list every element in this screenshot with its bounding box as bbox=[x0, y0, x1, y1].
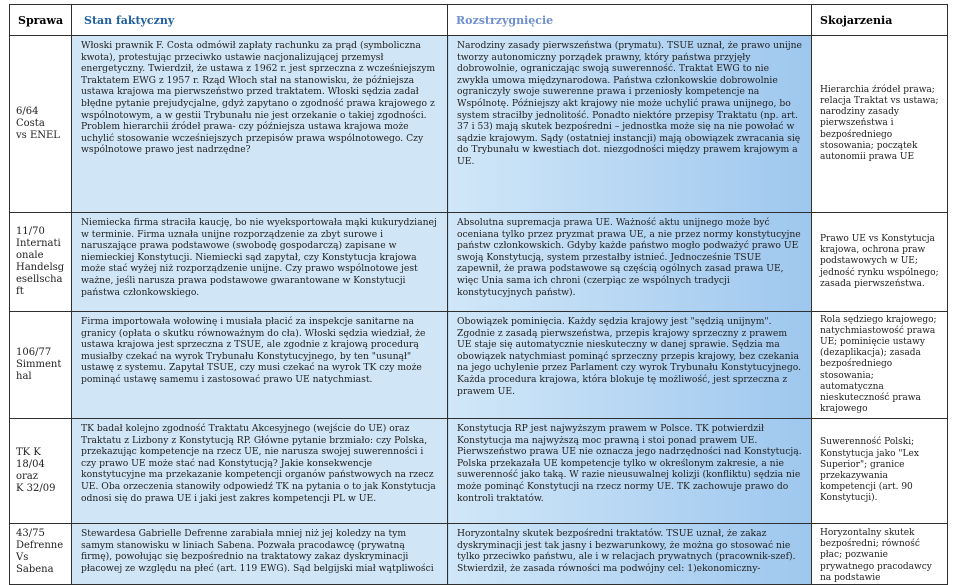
header-associations: Skojarzenia bbox=[812, 5, 948, 36]
associations-cell bbox=[812, 312, 948, 419]
decision-text: Horyzontalny skutek bezpośredni traktatów. TSUE uznał, że zakaz dyskryminacji jest tak jasny i bezwarunkowy, że można go stosować nie tylko przeciwko państwu, ale i w relacjach prywatnych (pracownik-szef). Stwierdził, że zasada równości ma podwójny cel: 1)ekonomiczny- bbox=[457, 528, 796, 574]
facts-cell bbox=[72, 36, 448, 213]
facts-text: Niemiecka firma straciła kaucję, bo nie wyeksportowała mąki kukurydzianej w terminie. Firma uznała unijne rozporządzenie za zbyt surowe i naruszające prawa podstawowe (swobodę gospodarczą) zapisane w niemieckiej Konstytucji. Niemiecki sąd zapytał, czy Konstytucja krajowa może stać wyżej niż rozporządzenie unijne. Czy prawo wspólnotowe jest ważne, jeśli narusza prawa podstawowe gwarantowane w Konstytucji państwa członkowskiego. bbox=[81, 217, 437, 298]
document-page bbox=[0, 4, 960, 583]
case-label: 11/70 Internati onale Handelsg esellscha ft bbox=[16, 226, 65, 297]
decision-cell bbox=[448, 419, 812, 524]
case-cell bbox=[10, 36, 72, 213]
case-label: 106/77 Simment hal bbox=[16, 347, 62, 382]
facts-text: Firma importowała wołowinę i musiała płacić za inspekcje sanitarne na granicy (opłata o skutku równoważnym do cła). Włoski sędzia wiedział, że ustawa krajowa jest sprzeczna z TSUE, ale zgodnie z krajową procedurą musiałby czekać na wyrok Trybunału Konstytucyjnego, by ten "usunął" ustawę z systemu. Zapytał TSUE, czy musi czekać na wyrok TK czy może pominąć ustawę samemu i zastosować prawo UE natychmiast. bbox=[81, 316, 426, 385]
decision-text: Konstytucja RP jest najwyższym prawem w Polsce. TK potwierdził Konstytucja ma najwyższą moc prawną i stoi ponad prawem UE. Pierwszeństwo prawa UE nie oznacza jego nadrzędności nad Konstytucją. Polska przekazała UE kompetencje tylko w określonym zakresie, a nie suwerenność jako taką. W razie nieusuwalnej kolizji (konfliktu) sędzia nie może pominąć Konstytucji na rzecz normy UE. TK zachowuje prawo do kontroli traktatów. bbox=[457, 423, 802, 504]
table-row bbox=[10, 312, 948, 419]
decision-text: Absolutna supremacja prawa UE. Ważność aktu unijnego może być oceniana tylko przez pryzmat prawa UE, a nie przez normy konstytucyjne państw członkowskich. Gdyby każde państwo mogło podważyć prawo UE swoją Konstytucją, system przestałby istnieć. Jednocześnie TSUE zapewnił, że prawa podstawowe są częścią ogólnych zasad prawa UE, więc Unia sama ich chroni (czerpiąc ze wspólnych tradycji konstytucyjnych państw). bbox=[457, 217, 801, 298]
facts-text: TK badał kolejno zgodność Traktatu Akcesyjnego (wejście do UE) oraz Traktatu z Lizbony z Konstytucją RP. Główne pytanie brzmiało: czy Polska, przekazując kompetencje na rzecz UE, nie narusza swojej suwerenności i czy prawo UE może stać nad Konstytucją? Jakie konsekwencje konstytucyjne ma przekazanie kompetencji organów państwowych na rzecz UE. Oba orzeczenia stanowiły odpowiedź TK na pytania o to jak Konstytucja odnosi się do prawa UE i jaki jest zakres kompetencji PL w UE. bbox=[81, 423, 436, 504]
associations-cell bbox=[812, 36, 948, 213]
facts-text: Stewardesa Gabrielle Defrenne zarabiała mniej niż jej koledzy na tym samym stanowisku w liniach Sabena. Pozwała pracodawcę (prywatną firmę), powołując się bezpośrednio na traktatowy zakaz dyskryminacji płacowej ze względu na płeć (art. 119 EWG). Sąd belgijski miał wątpliwości bbox=[81, 528, 434, 574]
header-facts: Stan faktyczny bbox=[72, 5, 448, 36]
table-row bbox=[10, 36, 948, 213]
facts-text: Włoski prawnik F. Costa odmówił zapłaty rachunku za prąd (symboliczna kwota), protestując przeciwko ustawie nacjonalizującej przemysł energetyczny. Twierdził, że ustawa z 1962 r. jest sprzeczna z wcześniejszym Traktatem EWG z 1957 r. Rząd Włoch stał na stanowisku, że późniejsza ustawa krajowa ma pierwszeństwo przed traktatem. Włoski sędzia zadał błędne pytanie prejudycjalne, gdyż zapytano o zgodność prawa krajowego z wspólnotowym, a w gestii Trybunału nie jest orzekanie o takiej zgodności. Problem hierarchii źródeł prawa- czy późniejsza ustawa krajowa może uchylić stosowanie wcześniejszych przepisów prawa wspólnotowego. Czy wspólnotowe prawo jest nadrzędne? bbox=[81, 40, 436, 156]
decision-cell bbox=[448, 312, 812, 419]
associations-text: Horyzontalny skutek bezpośredni; równość płac; pozwanie prywatnego pracodawcy na podstawie bbox=[820, 528, 932, 583]
case-cell bbox=[10, 524, 72, 585]
facts-cell bbox=[72, 524, 448, 585]
associations-text: Hierarchia źródeł prawa; relacja Traktat vs ustawa; narodziny zasady pierwszeństwa i bezpośredniego stosowania; początek autonomii prawa UE bbox=[820, 84, 939, 162]
facts-cell bbox=[72, 213, 448, 312]
header-row bbox=[10, 5, 948, 36]
associations-text: Rola sędziego krajowego; natychmiastowość prawa UE; pominięcie ustawy (dezaplikacja); zasada bezpośredniego stosowania; automatyczna nieskuteczność prawa krajowego bbox=[820, 314, 937, 415]
case-label: 6/64 Costa vs ENEL bbox=[16, 106, 60, 141]
table-row bbox=[10, 213, 948, 312]
case-cell bbox=[10, 312, 72, 419]
header-decision: Rozstrzygnięcie bbox=[448, 5, 812, 36]
facts-cell bbox=[72, 419, 448, 524]
header-case: Sprawa bbox=[10, 5, 72, 36]
associations-text: Suwerenność Polski; Konstytucja jako "Lex Superior"; granice przekazywania kompetencji (art. 90 Konstytucji). bbox=[820, 437, 919, 504]
decision-text: Narodziny zasady pierwszeństwa (prymatu). TSUE uznał, że prawo unijne tworzy autonomiczny porządek prawny, który państwa przyjęły dobrowolnie, ograniczając swoją suwerenność. Traktat EWG to nie zwykła umowa międzynarodowa. Państwa członkowskie dobrowolnie ograniczyły swoje suwerenne prawa i przeniosły kompetencje na Wspólnotę. Późniejszy akt krajowy nie może uchylić prawa unijnego, bo system straciłby jednolitość. Ponadto niektóre przepisy Traktatu (np. art. 37 i 53) mają skutek bezpośredni – jednostka może się na nie powołać w sądzie krajowym. Sądy (ostatniej instancji) mają obowiązek zwracania się do Trybunału w kwestiach dot. niezgodności między prawem krajowym a UE. bbox=[457, 40, 802, 167]
table-row bbox=[10, 524, 948, 585]
decision-text: Obowiązek pominięcia. Każdy sędzia krajowy jest "sędzią unijnym". Zgodnie z zasadą pierwszeństwa, przepis krajowy sprzeczny z prawem UE staje się automatycznie nieskuteczny w danej sprawie. Sędzia ma obowiązek natychmiast pominąć sprzeczny przepis krajowy, bez czekania na jego uchylenie przez Parlament czy wyrok Trybunału Konstytucyjnego. Każda procedura krajowa, która blokuje tę możliwość, jest sprzeczna z prawem UE. bbox=[457, 316, 802, 397]
cases-table bbox=[9, 4, 948, 585]
case-label: TK K 18/04 oraz K 32/09 bbox=[16, 447, 56, 494]
decision-cell bbox=[448, 524, 812, 585]
facts-cell bbox=[72, 312, 448, 419]
table-row bbox=[10, 419, 948, 524]
associations-text: Prawo UE vs Konstytucja krajowa, ochrona praw podstawowych w UE; jedność rynku wspólnego; zasada pierwszeństwa. bbox=[820, 233, 939, 289]
decision-cell bbox=[448, 36, 812, 213]
case-label: 43/75 Defrenne Vs Sabena bbox=[16, 528, 64, 575]
case-cell bbox=[10, 213, 72, 312]
associations-cell bbox=[812, 524, 948, 585]
case-cell bbox=[10, 419, 72, 524]
associations-cell bbox=[812, 419, 948, 524]
decision-cell bbox=[448, 213, 812, 312]
associations-cell bbox=[812, 213, 948, 312]
